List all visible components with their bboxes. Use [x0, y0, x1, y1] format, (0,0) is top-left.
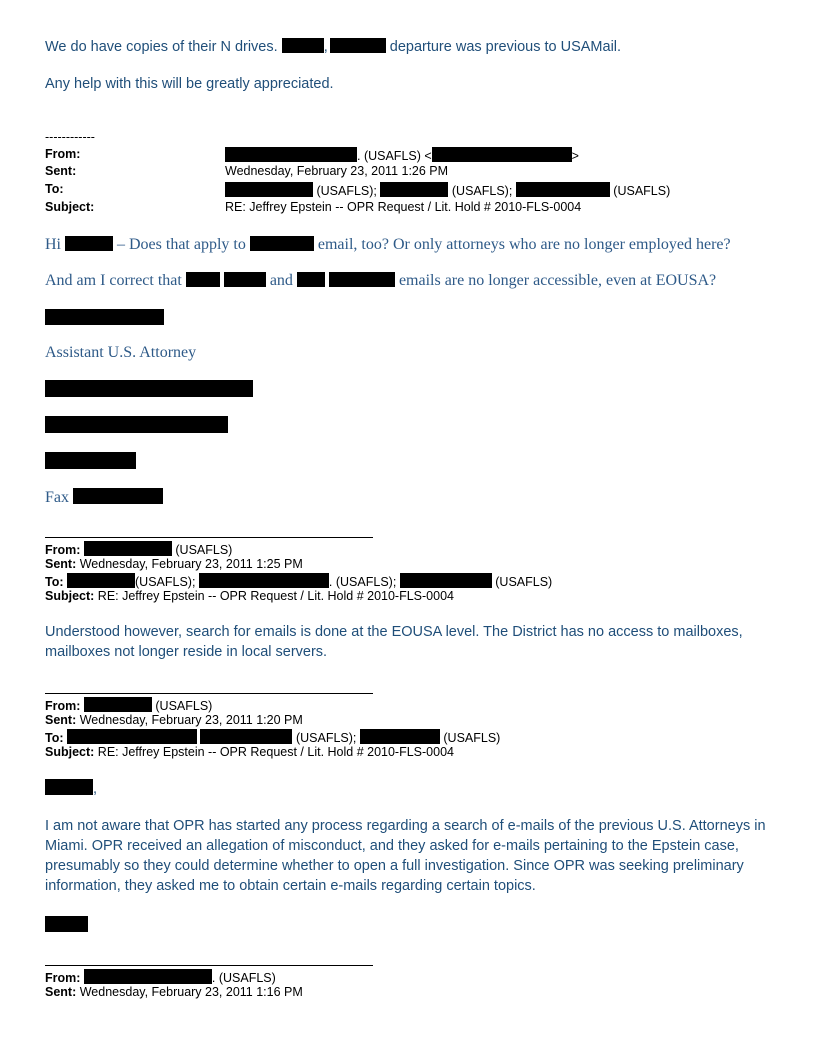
redaction — [45, 779, 93, 795]
redaction — [84, 541, 172, 556]
email3-sent: Sent: Wednesday, February 23, 2011 1:20 PM — [45, 713, 303, 727]
redaction — [297, 272, 325, 287]
top-line-1-text-a: We do have copies of their N drives. — [45, 39, 278, 55]
redaction — [84, 697, 152, 712]
redaction — [225, 182, 313, 197]
redaction — [224, 272, 266, 287]
email1-from-value: . (USAFLS) < > — [225, 147, 579, 163]
email3-subject: Subject: RE: Jeffrey Epstein -- OPR Request / Lit. Hold # 2010-FLS-0004 — [45, 745, 454, 759]
redaction — [516, 182, 610, 197]
email1-body-line-1: Hi – Does that apply to email, too? Or only attorneys who are no longer employed here? — [45, 236, 731, 253]
email3-signature-redaction — [45, 916, 88, 932]
redaction — [84, 969, 212, 984]
top-line-1 — [45, 38, 621, 55]
top-line-1-text-b: departure was previous to USAMail. — [389, 39, 622, 55]
top-line-1-separator: , — [323, 39, 328, 55]
email4-from: From: . (USAFLS) — [45, 971, 276, 985]
email2-from: From: (USAFLS) — [45, 543, 233, 557]
redaction — [380, 182, 448, 197]
email1-subject-value: RE: Jeffrey Epstein -- OPR Request / Lit. Hold # 2010-FLS-0004 — [225, 200, 582, 214]
signature-title: Assistant U.S. Attorney — [45, 344, 197, 361]
email1-to-value: (USAFLS); (USAFLS); (USAFLS) — [225, 182, 670, 198]
redaction — [282, 38, 324, 53]
email2-sent: Sent: Wednesday, February 23, 2011 1:25 PM — [45, 557, 303, 571]
signature-redaction-2 — [45, 416, 228, 433]
redaction — [432, 147, 572, 162]
signature-redaction-3 — [45, 452, 136, 469]
redaction — [330, 38, 386, 53]
email2-to: To: (USAFLS); . (USAFLS); (USAFLS) — [45, 575, 553, 589]
email1-from-label: From: — [45, 147, 81, 161]
email4-sent: Sent: Wednesday, February 23, 2011 1:16 PM — [45, 985, 303, 999]
email3-greeting: , — [45, 779, 97, 797]
email2-body: Understood however, search for emails is done at the EOUSA level. The District has no access to mailboxes, mailboxes not longer reside in local servers. — [45, 624, 743, 660]
redaction — [400, 573, 492, 588]
email1-to-label: To: — [45, 182, 64, 196]
email1-body-line-2: And am I correct that and emails are no longer accessible, even at EOUSA? — [45, 272, 717, 289]
redaction — [329, 272, 395, 287]
redaction — [73, 488, 163, 504]
email3-body: I am not aware that OPR has started any process regarding a search of e-mails of the previous U.S. Attorneys in Miami. OPR received an allegation of misconduct, and they asked for e-mails pertaining to the Epstein case, presumably so they could determine whether to open a full investigation. Since OPR was seeking preliminary information, they asked me to obtain certain e-mails regarding certain topics. — [45, 818, 766, 894]
email1-sent-label: Sent: — [45, 164, 77, 178]
redaction — [200, 729, 292, 744]
email1-sent-value: Wednesday, February 23, 2011 1:26 PM — [225, 164, 449, 178]
redaction — [225, 147, 357, 162]
redaction — [67, 729, 197, 744]
email3-to: To: (USAFLS); (USAFLS) — [45, 731, 501, 745]
email3-from: From: (USAFLS) — [45, 699, 213, 713]
email2-subject: Subject: RE: Jeffrey Epstein -- OPR Request / Lit. Hold # 2010-FLS-0004 — [45, 589, 454, 603]
redaction — [360, 729, 440, 744]
separator-rule — [45, 693, 373, 694]
signature-fax: Fax — [45, 488, 163, 507]
email1-subject-label: Subject: — [45, 200, 95, 214]
signature-redaction-1 — [45, 380, 253, 397]
separator-rule — [45, 537, 373, 538]
redaction — [199, 573, 329, 588]
redaction — [65, 236, 113, 251]
redaction — [67, 573, 135, 588]
header-dashes: ------------ — [45, 130, 95, 144]
redaction — [186, 272, 220, 287]
separator-rule — [45, 965, 373, 966]
top-line-2: Any help with this will be greatly appreciated. — [45, 76, 334, 92]
signature-name-redaction — [45, 309, 164, 325]
redaction — [250, 236, 314, 251]
